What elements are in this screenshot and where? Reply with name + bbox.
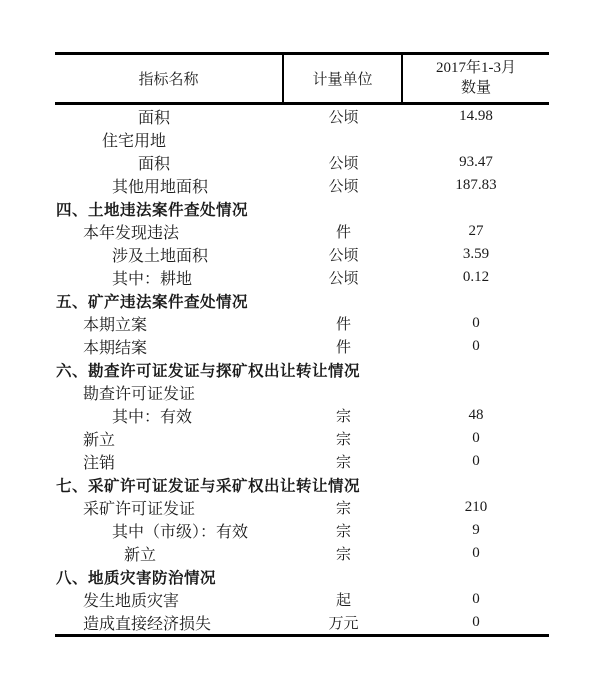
unit-cell: 公顷 <box>328 248 359 264</box>
header-period-quantity <box>403 55 549 102</box>
table-row <box>55 381 549 404</box>
indicator-cell: 发生地质灾害 <box>83 593 180 610</box>
unit-cell: 宗 <box>335 524 351 540</box>
table-row <box>55 427 549 450</box>
unit-cell: 万元 <box>328 616 359 632</box>
indicator-cell: 本期立案 <box>83 317 148 334</box>
unit-cell: 宗 <box>335 409 351 425</box>
value-cell: 0 <box>472 338 480 354</box>
value-cell: 14.98 <box>459 108 493 124</box>
table-row <box>55 404 549 427</box>
value-cell: 0.12 <box>462 269 490 285</box>
unit-cell: 宗 <box>335 501 351 517</box>
indicator-cell: 注销 <box>83 455 116 472</box>
unit-cell: 宗 <box>335 455 351 471</box>
table-row <box>55 496 549 519</box>
unit-cell: 件 <box>335 340 351 356</box>
unit-cell: 宗 <box>335 432 351 448</box>
unit-cell: 宗 <box>335 547 351 563</box>
header-unit-of-measure: 计量单位 <box>284 55 403 102</box>
indicator-cell: 本年发现违法 <box>83 225 180 242</box>
value-cell: 0 <box>472 453 480 469</box>
indicator-cell: 面积 <box>138 156 171 173</box>
indicator-cell: 其中：耕地 <box>112 271 193 288</box>
indicator-cell: 八、地质灾害防治情况 <box>56 569 217 587</box>
indicator-cell: 本期结案 <box>83 340 148 357</box>
value-cell: 0 <box>472 591 480 607</box>
table-row <box>55 151 549 174</box>
table-row <box>55 266 549 289</box>
table-row <box>55 312 549 335</box>
indicator-cell: 其中（市级）：有效 <box>112 524 249 541</box>
value-cell: 3.59 <box>462 246 490 262</box>
value-cell: 9 <box>472 522 480 538</box>
table-row <box>55 243 549 266</box>
indicator-cell: 涉及土地面积 <box>112 248 209 265</box>
table-row <box>55 588 549 611</box>
header-indicator-name: 指标名称 <box>55 55 284 102</box>
value-cell: 0 <box>472 545 480 561</box>
indicator-cell: 五、矿产违法案件查处情况 <box>56 293 249 311</box>
table-row <box>55 197 549 220</box>
table-row <box>55 128 549 151</box>
table-row <box>55 358 549 381</box>
value-cell: 48 <box>468 407 484 423</box>
unit-cell: 公顷 <box>328 110 359 126</box>
table-row <box>55 220 549 243</box>
table-row <box>55 565 549 588</box>
unit-cell: 件 <box>335 317 351 333</box>
table-row <box>55 335 549 358</box>
indicator-cell: 住宅用地 <box>102 133 167 150</box>
indicator-cell: 勘查许可证发证 <box>83 386 196 403</box>
header-period-line2: 数量 <box>460 79 491 96</box>
value-cell: 187.83 <box>455 177 497 193</box>
table-header-row <box>55 52 549 105</box>
indicator-cell: 面积 <box>138 110 171 127</box>
value-cell: 210 <box>464 499 488 515</box>
value-cell: 0 <box>472 430 480 446</box>
table-row <box>55 473 549 496</box>
table-row <box>55 519 549 542</box>
unit-cell: 公顷 <box>328 179 359 195</box>
table-row <box>55 542 549 565</box>
table-row <box>55 174 549 197</box>
unit-cell: 件 <box>335 225 351 241</box>
value-cell: 93.47 <box>459 154 493 170</box>
value-cell: 27 <box>468 223 484 239</box>
indicator-cell: 其他用地面积 <box>112 179 209 196</box>
table-row <box>55 289 549 312</box>
table-row <box>55 611 549 634</box>
unit-cell: 公顷 <box>328 156 359 172</box>
indicator-cell: 七、采矿许可证发证与采矿权出让转让情况 <box>56 477 361 495</box>
indicator-cell: 其中：有效 <box>112 409 193 426</box>
table-row <box>55 450 549 473</box>
indicator-cell: 采矿许可证发证 <box>83 501 196 518</box>
table-body <box>55 105 549 637</box>
indicator-cell: 六、勘查许可证发证与探矿权出让转让情况 <box>56 362 361 380</box>
indicator-cell: 新立 <box>83 432 116 449</box>
value-cell: 0 <box>472 315 480 331</box>
header-period-line1: 2017年1-3月 <box>436 60 516 76</box>
indicator-cell: 新立 <box>124 547 157 564</box>
table-row <box>55 105 549 128</box>
unit-cell: 公顷 <box>328 271 359 287</box>
indicator-cell: 造成直接经济损失 <box>83 616 212 633</box>
statistics-table <box>55 52 549 637</box>
indicator-cell: 四、土地违法案件查处情况 <box>56 201 249 219</box>
unit-cell: 起 <box>335 593 351 609</box>
value-cell: 0 <box>472 614 480 630</box>
